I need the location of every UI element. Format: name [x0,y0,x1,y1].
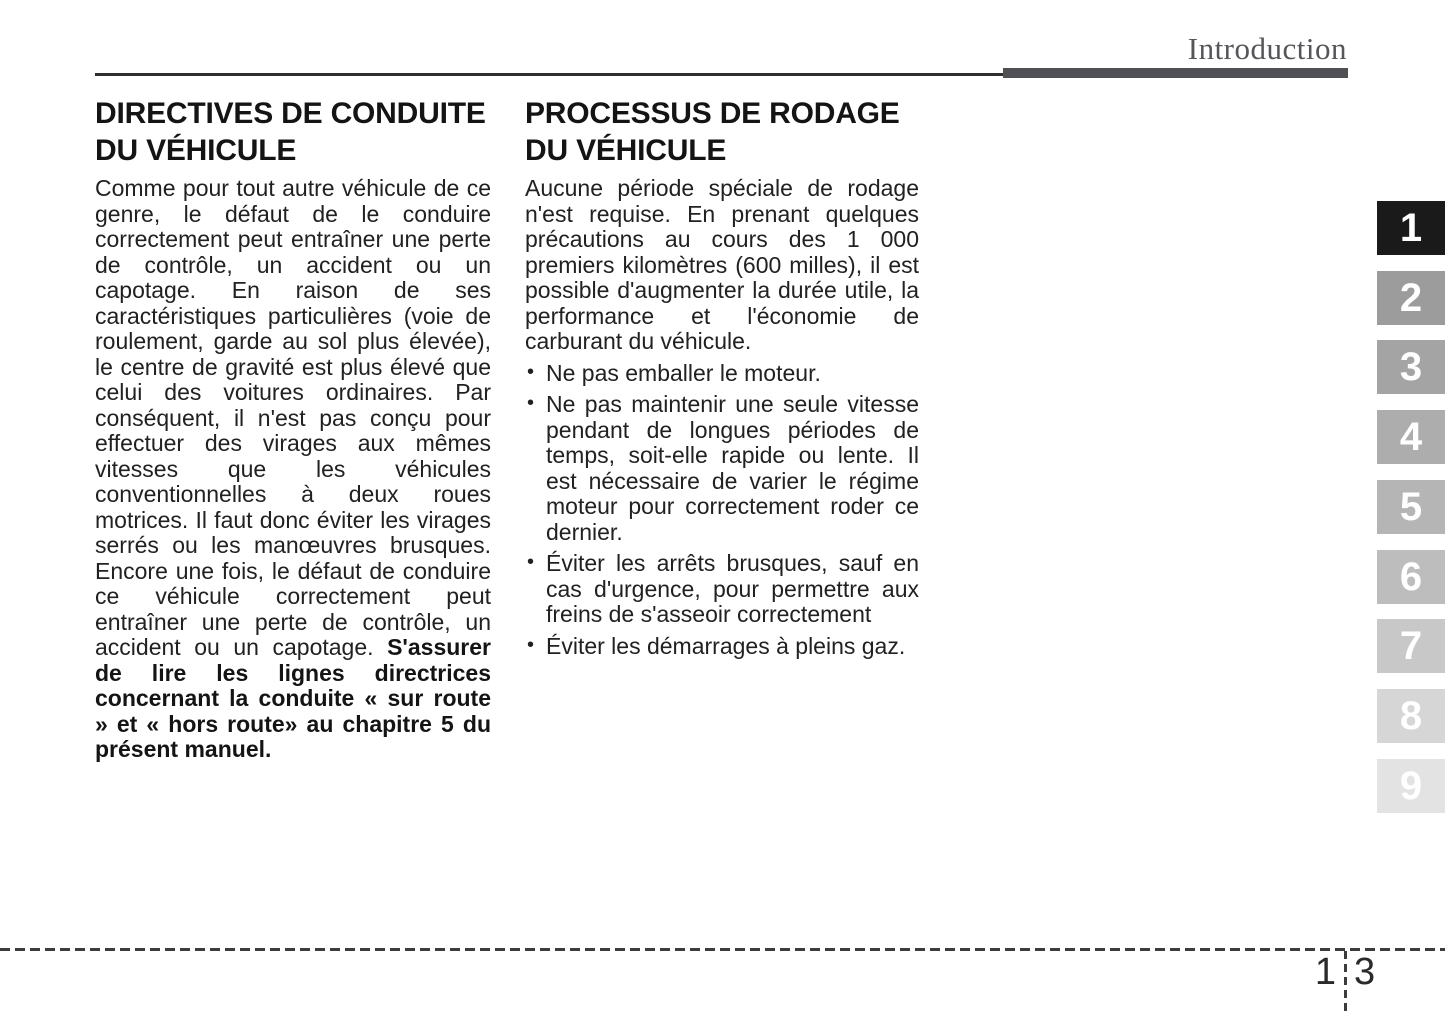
footer-chapter-number: 1 [1314,951,1336,993]
section-heading-line2: DU VÉHICULE [95,134,297,167]
section-heading [95,95,491,169]
footer-crop-line-vertical [1344,951,1347,1013]
chapter-tab-3: 3 [1377,340,1445,394]
chapter-tab-5: 5 [1377,480,1445,534]
chapter-tab-6: 6 [1377,550,1445,604]
chapter-tab-2: 2 [1377,271,1445,325]
body-paragraph: Aucune période spéciale de rodage n'est requise. En prenant quelques précautions au cours des 1 000 premiers kilomètres (600 milles), il est possible d'augmenter la durée utile, la performance et l'économie de carburant du véhicule. [525,175,919,354]
chapter-tab-8: 8 [1377,689,1445,743]
section-heading-line1: PROCESSUS DE RODAGE [525,97,900,130]
page-header-title: Introduction [1187,31,1347,66]
section-driving-directives [95,95,491,763]
list-item: • Ne pas maintenir une seule vitesse pendant de longues périodes de temps, soit-elle rapide ou lente. Il est nécessaire de varier le régime moteur pour correctement roder ce dernier. [525,392,919,545]
paragraph-emphasis-text: S'assurer de lire les lignes directrices concernant la conduite « sur route » et « hors route» au chapitre 5 du présent manuel. [95,634,491,762]
list-item: • Éviter les arrêts brusques, sauf en cas d'urgence, pour permettre aux freins de s'asseoir correctement [525,551,919,628]
body-paragraph [95,176,491,763]
header-rule [95,73,1003,76]
chapter-tab-9: 9 [1377,759,1445,813]
header-accent-bar [1003,68,1348,78]
section-break-in-process [525,95,919,659]
section-heading-line2: DU VÉHICULE [525,134,727,167]
chapter-tab-4: 4 [1377,410,1445,464]
section-heading-line1: DIRECTIVES DE CONDUITE [95,97,486,130]
footer-page-number: 3 [1354,951,1376,993]
list-item: • Ne pas emballer le moteur. [525,361,919,387]
section-heading [525,95,919,169]
list-item: • Éviter les démarrages à pleins gaz. [525,634,919,660]
paragraph-regular-text: Comme pour tout autre véhicule de ce genre, le défaut de le conduire correctement peut entraîner une perte de contrôle, un accident ou un capotage. En raison de ses caractéristiques particulières (voie de roulement, garde au sol plus élevée), le centre de gravité est plus élevé que celui des voitures ordinaires. Par conséquent, il n'est pas conçu pour effectuer des virages aux mêmes vitesses que les véhicules conventionnelles à deux roues motrices. Il faut donc éviter les virages serrés ou les manœuvres brusques. Encore une fois, le défaut de conduire ce véhicule correctement peut entraîner une perte de contrôle, un accident ou un capotage. [95,175,491,660]
chapter-tab-1: 1 [1377,201,1445,255]
chapter-tab-7: 7 [1377,619,1445,673]
footer-crop-line-horizontal [0,948,1445,951]
break-in-tips-list [525,361,919,660]
